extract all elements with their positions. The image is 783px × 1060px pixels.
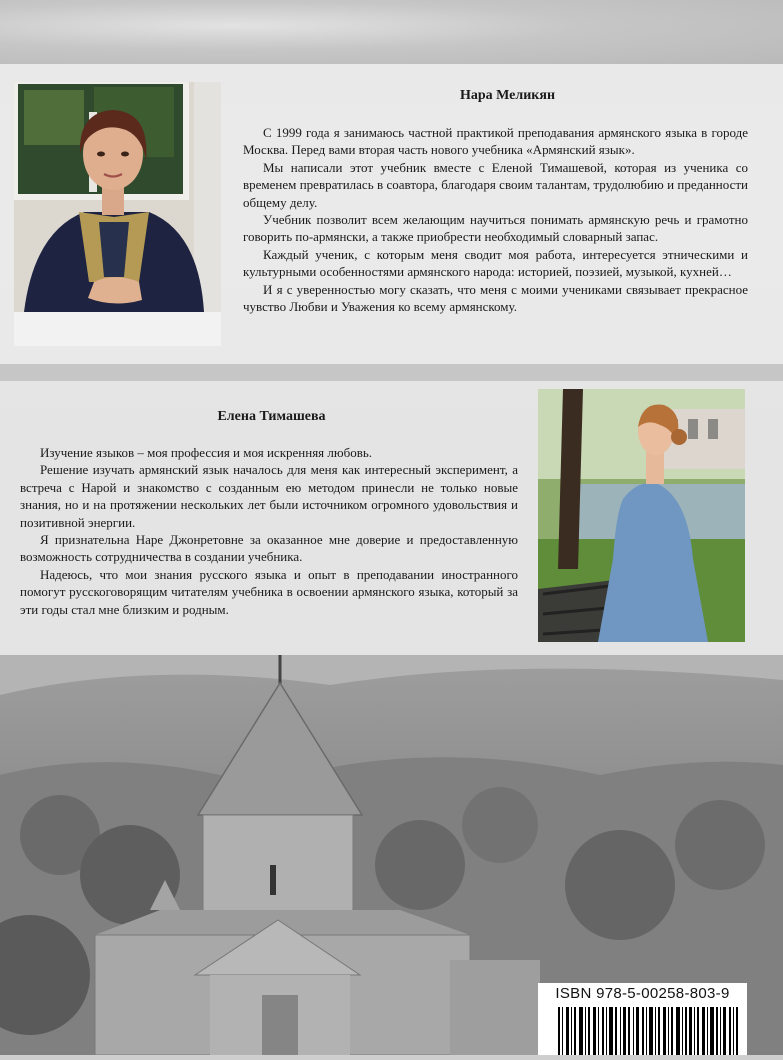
bio-paragraph: Я признательна Наре Джонретовне за оказанное мне доверие и предоставленную возможность сотрудничества в создании учебника. (20, 532, 518, 565)
bio-paragraph: Каждый ученик, с которым меня сводит моя работа, интересуется этническими и культурными особенностями армянского народа: историей, поэзией, музыкой, кухней… (243, 246, 748, 280)
bio-paragraph: Изучение языков – моя профессия и моя искренняя любовь. (40, 445, 373, 460)
bio-paragraph: Надеюсь, что мои знания русского языка и опыт в преподавании иностранного помогут русскоговорящим читателям учебника в освоении армянского языка, который за эти годы стал мне близким и родным. (20, 566, 518, 617)
author-photo-timasheva (538, 389, 745, 642)
barcode (558, 1007, 738, 1055)
isbn-number: ISBN 978-5-00258-803-9 (555, 985, 730, 1002)
bio-paragraph: Учебник позволит всем желающим научиться понимать армянскую речь и грамотно говорить по-армянски, а также приобрести необходимый словарный запас. (243, 212, 748, 245)
author-photo-melikyan (14, 82, 221, 346)
bio-paragraph: И я с уверенностью могу сказать, что меня с моими учениками связывает прекрасное чувство Любви и Уважения ко всему армянскому. (243, 281, 748, 315)
author-name-timasheva: Елена Тимашева (217, 409, 326, 424)
bio-paragraph: Решение изучать армянский язык началось для меня как интересный эксперимент, а встреча с Нарой и знакомство с созданным ею методом принесли не только новые знания, но и на протяжении нескольких лет были источником огромного удовольствия и позитивной энергии. (20, 462, 518, 530)
isbn-barcode-block (538, 983, 747, 1055)
author-bio-timasheva (20, 444, 518, 618)
author-bio-melikyan (243, 124, 748, 315)
bio-paragraph: Мы написали этот учебник вместе с Еленой Тимашевой, которая из ученика со временем превратилась в соавтора, благодаря своим талантам, трудолюбию и преданности общему делу. (243, 159, 748, 210)
author-panel-melikyan (0, 64, 783, 364)
bio-paragraph: С 1999 года я занимаюсь частной практикой преподавания армянского языка в городе Москва. Перед вами вторая часть нового учебника «Армянский язык». (243, 125, 748, 158)
author-panel-timasheva (0, 381, 783, 655)
sky-background (0, 0, 783, 64)
author-name-melikyan: Нара Меликян (459, 88, 556, 103)
